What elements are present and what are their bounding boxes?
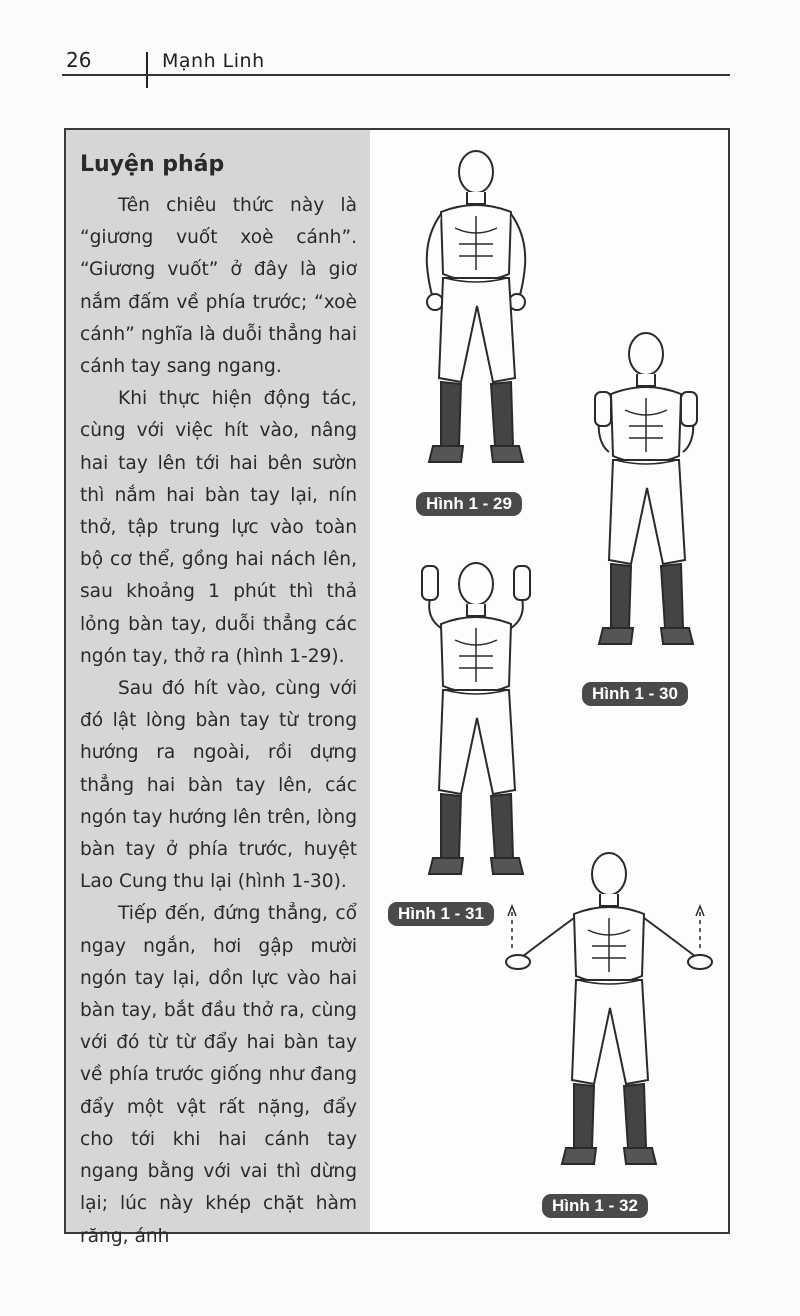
running-title: Mạnh Linh	[162, 50, 265, 72]
figure-label: Hình 1 - 30	[582, 682, 688, 706]
figure-1-32	[504, 848, 714, 1188]
figure-1-30	[581, 328, 711, 668]
paragraph: Tiếp đến, đứng thẳng, cổ ngay ngắn, hơi gập mười ngón tay lại, dồn lực vào hai bàn tay, bắt đầu thở ra, cùng với đó từ từ đẩy hai bàn tay về phía trước giống như đang đẩy một vật rất nặng, đẩy cho tới khi hai cánh tay ngang bằng với vai thì dừng lại; lúc này khép chặt hàm răng, ánh	[80, 903, 357, 1247]
body-text	[80, 190, 357, 1253]
martial-figure-palms-illustration	[581, 328, 711, 668]
martial-figure-arms-out-illustration	[504, 848, 714, 1188]
paragraph: Tên chiêu thức này là “giương vuốt xoè cánh”. “Giương vuốt” ở đây là giơ nắm đấm về phía trước; “xoè cánh” nghĩa là duỗi thẳng hai cánh tay sang ngang.	[80, 195, 357, 378]
text-panel	[66, 130, 370, 1247]
content-frame	[64, 128, 730, 1247]
figure-1-31	[406, 558, 546, 898]
figure-1-29	[411, 146, 541, 486]
header-rule	[62, 74, 730, 76]
figure-label: Hình 1 - 32	[542, 1194, 648, 1218]
figure-label: Hình 1 - 29	[416, 492, 522, 516]
section-heading: Luyện pháp	[80, 152, 225, 177]
paragraph: Khi thực hiện động tác, cùng với việc hít vào, nâng hai tay lên tới hai bên sườn thì nắm hai bàn tay lại, nín thở, tập trung lực vào toàn bộ cơ thể, gồng hai nách lên, sau khoảng 1 phút thì thả lỏng bàn tay, duỗi thẳng các ngón tay, thở ra (hình 1-29).	[80, 388, 357, 667]
figure-label: Hình 1 - 31	[388, 902, 494, 926]
martial-figure-palms-up-illustration	[406, 558, 546, 898]
paragraph: Sau đó hít vào, cùng với đó lật lòng bàn tay từ trong hướng ra ngoài, rồi dựng thẳng hai bàn tay lên, các ngón tay hướng lên trên, lòng bàn tay ở phía trước, huyệt Lao Cung thu lại (hình 1-30).	[80, 678, 357, 893]
martial-figure-fists-illustration	[411, 146, 541, 486]
running-header	[62, 44, 730, 90]
page-number: 26	[66, 48, 92, 72]
header-divider	[146, 52, 148, 88]
